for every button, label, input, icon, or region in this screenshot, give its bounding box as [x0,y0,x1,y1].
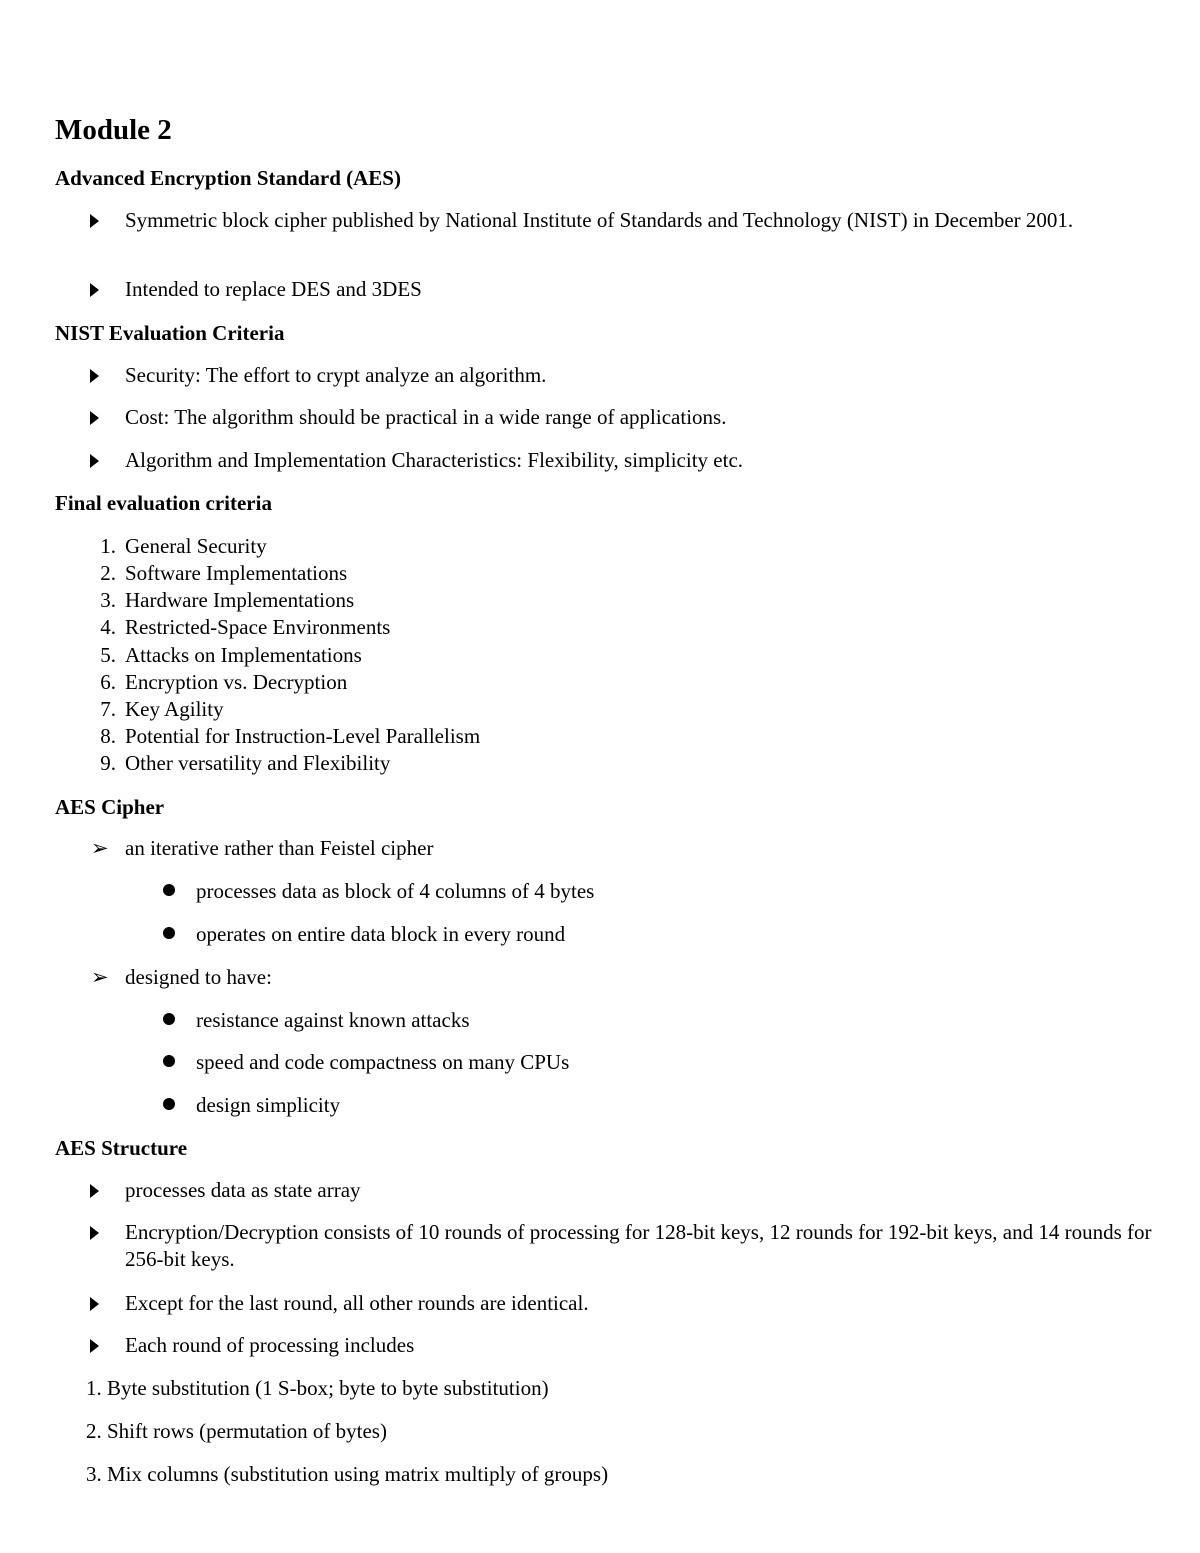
section-heading-nist-criteria: NIST Evaluation Criteria [55,321,285,345]
list-number: 7. [100,697,116,721]
list-number: 4. [100,615,116,639]
triangle-bullet-icon [90,411,99,425]
dot-bullet-icon [163,1055,175,1067]
numbered-item: Potential for Instruction-Level Parallelism [125,724,481,748]
bullet-item: designed to have: [125,965,272,989]
bullet-item: Except for the last round, all other rounds are identical. [125,1291,589,1315]
triangle-bullet-icon [90,1339,99,1353]
list-number: 8. [100,724,116,748]
bullet-item: processes data as state array [125,1178,361,1202]
list-number: 3. [100,588,116,612]
bullet-item: Each round of processing includes [125,1333,415,1357]
dot-bullet-icon [163,1098,175,1110]
triangle-bullet-icon [90,454,99,468]
triangle-bullet-icon [90,1297,99,1311]
step-item: 2. Shift rows (permutation of bytes) [86,1419,387,1443]
arrowhead-bullet-icon: ➢ [91,965,109,989]
numbered-item: Key Agility [125,697,224,721]
dot-bullet-icon [163,1013,175,1025]
section-heading-final-criteria: Final evaluation criteria [55,491,272,515]
bullet-item: Intended to replace DES and 3DES [125,277,422,301]
list-number: 2. [100,561,116,585]
list-number: 5. [100,643,116,667]
step-item: 3. Mix columns (substitution using matrix multiply of groups) [86,1462,609,1486]
page-title: Module 2 [55,114,172,146]
dot-bullet-icon [163,884,175,896]
triangle-bullet-icon [90,283,99,297]
numbered-item: Attacks on Implementations [125,643,362,667]
numbered-item: Other versatility and Flexibility [125,751,391,775]
sub-bullet-item: speed and code compactness on many CPUs [196,1050,570,1074]
bullet-item: an iterative rather than Feistel cipher [125,836,434,860]
triangle-bullet-icon [90,214,99,228]
numbered-item: Encryption vs. Decryption [125,670,348,694]
triangle-bullet-icon [90,1184,99,1198]
sub-bullet-item: design simplicity [196,1093,341,1117]
list-number: 9. [100,751,116,775]
arrowhead-bullet-icon: ➢ [91,836,109,860]
numbered-item: Software Implementations [125,561,348,585]
section-heading-aes-structure: AES Structure [55,1136,188,1160]
list-number: 1. [100,534,116,558]
step-item: 1. Byte substitution (1 S-box; byte to byte substitution) [86,1376,549,1400]
sub-bullet-item: operates on entire data block in every round [196,922,566,946]
triangle-bullet-icon [90,369,99,383]
numbered-item: Restricted-Space Environments [125,615,391,639]
triangle-bullet-icon [90,1226,99,1240]
bullet-item: Encryption/Decryption consists of 10 rounds of processing for 128-bit keys, 12 rounds for 192-bit keys, and 14 rounds for 256-bit keys. [125,1220,1152,1271]
sub-bullet-item: processes data as block of 4 columns of 4 bytes [196,879,595,903]
bullet-item: Symmetric block cipher published by National Institute of Standards and Technology (NIST) in December 2001. [125,208,1074,232]
numbered-item: Hardware Implementations [125,588,355,612]
section-heading-aes-cipher: AES Cipher [55,795,165,819]
sub-bullet-item: resistance against known attacks [196,1008,470,1032]
bullet-item: Algorithm and Implementation Characteristics: Flexibility, simplicity etc. [125,448,744,472]
bullet-item: Cost: The algorithm should be practical in a wide range of applications. [125,405,727,429]
section-heading-aes: Advanced Encryption Standard (AES) [55,166,401,190]
numbered-item: General Security [125,534,267,558]
bullet-item: Security: The effort to crypt analyze an algorithm. [125,363,547,387]
list-number: 6. [100,670,116,694]
dot-bullet-icon [163,927,175,939]
